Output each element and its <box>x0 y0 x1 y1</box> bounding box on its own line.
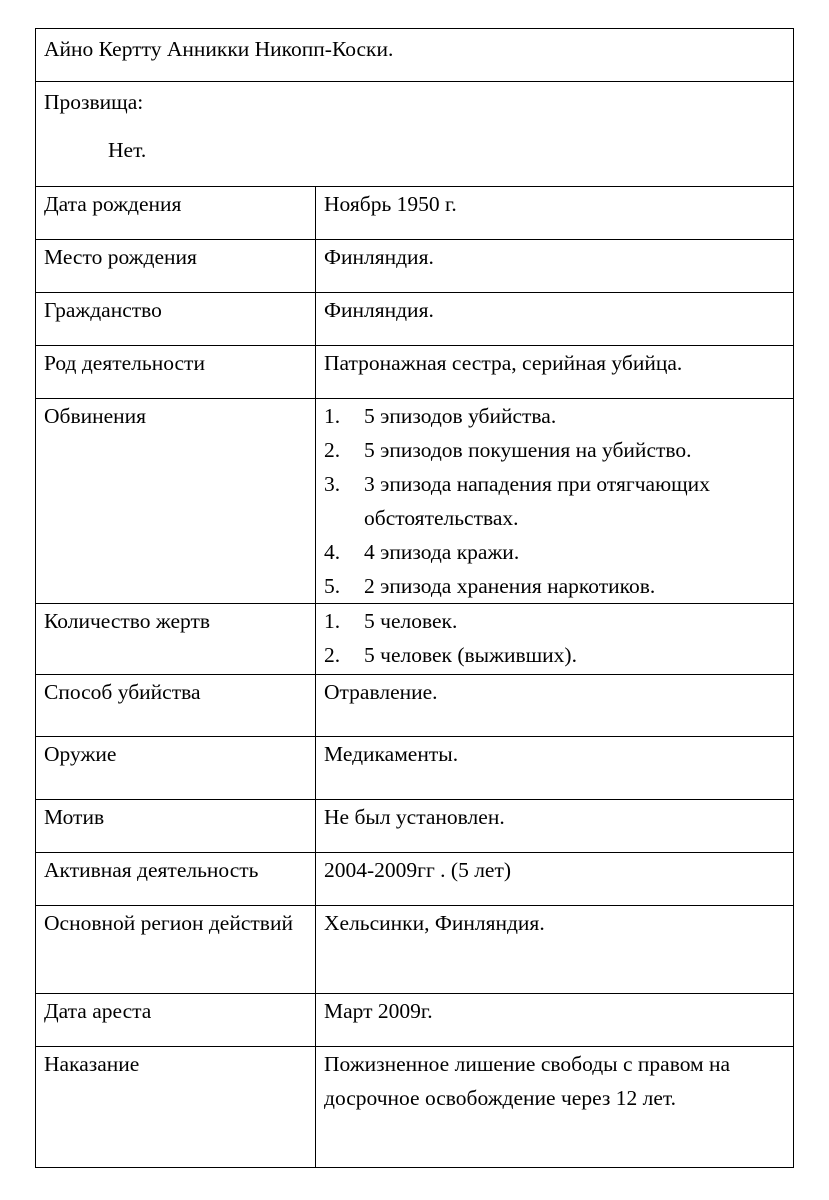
nicknames-cell <box>36 82 794 187</box>
row-label: Дата ареста <box>36 994 316 1047</box>
row-value: 2004-2009гг . (5 лет) <box>316 853 794 906</box>
row-label: Гражданство <box>36 293 316 346</box>
table-row <box>36 675 794 737</box>
row-value: Март 2009г. <box>316 994 794 1047</box>
list-item: 2. 5 эпизодов покушения на убийство. <box>324 438 692 462</box>
name-row <box>36 29 794 82</box>
row-label: Дата рождения <box>36 187 316 240</box>
row-value: Медикаменты. <box>316 737 794 800</box>
row-value: Отравление. <box>316 675 794 737</box>
row-label: Место рождения <box>36 240 316 293</box>
list-item: 1. 5 эпизодов убийства. <box>324 404 557 428</box>
row-value: Пожизненное лишение свободы с правом на досрочное освобождение через 12 лет. <box>316 1047 794 1168</box>
table-row <box>36 994 794 1047</box>
row-label: Наказание <box>36 1047 316 1168</box>
table-row <box>36 906 794 994</box>
row-value <box>316 604 794 675</box>
row-value: Ноябрь 1950 г. <box>316 187 794 240</box>
table-row <box>36 346 794 399</box>
row-label: Мотив <box>36 800 316 853</box>
nicknames-value: Нет. <box>108 138 147 162</box>
row-label: Обвинения <box>36 399 316 604</box>
list-item: 3. 3 эпизода нападения при отягчающих обстоятельствах. <box>324 472 710 530</box>
list-item: 2. 5 человек (выживших). <box>324 643 577 667</box>
list-item: 4. 4 эпизода кражи. <box>324 540 520 564</box>
table-row <box>36 853 794 906</box>
table-row <box>36 737 794 800</box>
table-row <box>36 240 794 293</box>
list-item: 5. 2 эпизода хранения наркотиков. <box>324 574 656 598</box>
row-value: Финляндия. <box>316 240 794 293</box>
full-name: Айно Кертту Анникки Никопп-Коски. <box>36 29 794 82</box>
row-label: Количество жертв <box>36 604 316 675</box>
table-row <box>36 800 794 853</box>
nicknames-row <box>36 82 794 187</box>
row-label: Активная деятельность <box>36 853 316 906</box>
victims-list <box>324 604 785 672</box>
profile-table <box>35 28 794 1168</box>
nicknames-label: Прозвища: <box>44 90 144 114</box>
row-value: Не был установлен. <box>316 800 794 853</box>
row-label: Способ убийства <box>36 675 316 737</box>
row-value: Финляндия. <box>316 293 794 346</box>
row-value: Патронажная сестра, серийная убийца. <box>316 346 794 399</box>
table-row <box>36 399 794 604</box>
table-row <box>36 1047 794 1168</box>
charges-list <box>324 399 785 603</box>
row-label: Род деятельности <box>36 346 316 399</box>
row-label: Основной регион действий <box>36 906 316 994</box>
row-value: Хельсинки, Финляндия. <box>316 906 794 994</box>
table-row <box>36 293 794 346</box>
table-row <box>36 604 794 675</box>
row-value <box>316 399 794 604</box>
row-label: Оружие <box>36 737 316 800</box>
list-item: 1. 5 человек. <box>324 609 458 633</box>
table-row <box>36 187 794 240</box>
